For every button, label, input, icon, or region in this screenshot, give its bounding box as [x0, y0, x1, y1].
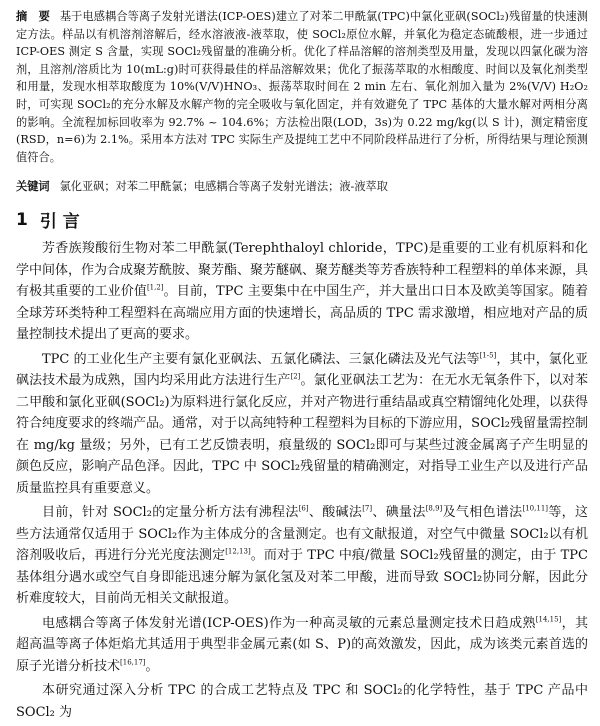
- keywords-label: 关键词: [16, 179, 50, 194]
- citation: [16,17]: [120, 658, 146, 667]
- paragraph-text: ，其超高温等离子体炬焰尤其适用于典型非金属元素(如 S、P)的高效激发，因此，成为该类元素首选的原子光谱分析技术: [16, 615, 588, 674]
- paragraph: [16, 613, 588, 678]
- body-text: [16, 238, 588, 723]
- paragraph: [16, 502, 588, 610]
- paragraph-text: 。氯化亚砜法工艺为：在无水无氧条件下，以对苯二甲酸和氯化亚砜(SOCl₂)为原料进行氯化反应，并对产物进行重结晶或真空精馏纯化处理，以获得符合纯度要求的终端产品。通常，对于以高纯特种工程塑料为目标的下游应用，SOCl₂残留量需控制在 mg/kg 量级；另外，已有工艺反馈表明，痕量级的 SOCl₂即可与某些过渡金属离子产生明显的颜色反应，影响产品色泽。因此，TPC 中 SOCl₂残留量的精确测定，对指导工业生产以及进行产品质量监控具有重要意义。: [16, 373, 588, 496]
- citation: [2]: [290, 373, 301, 382]
- citation: [1-5]: [479, 351, 497, 360]
- abstract-text: 基于电感耦合等离子发射光谱法(ICP-OES)建立了对苯二甲酰氯(TPC)中氯化亚砜(SOCl₂)残留量的快速测定方法。样品以有机溶剂溶解后，经水溶液液-液萃取，使 SOCl₂原位水解，并氧化为稳定态硫酸根，进一步通过 ICP-OES 测定 S 含量，实现 SOCl₂残留量的准确分析。优化了样品溶解的溶剂类型及用量，发现以四氯化碳为溶剂，且溶剂/溶质比为 10(mL:g)时可获得最佳的样品溶解效果；优化了振荡萃取的水相酸度、时间以及氧化剂类型和用量，发现水相萃取酸度为 10%(V/V)HNO₃、振荡萃取时间在 2 min 左右、氧化剂加入量为 2%(V/V) H₂O₂时，可实现 SOCl₂的充分水解及水解产物的完全吸收与氧化固定，并有效避免了 TPC 基体的大量水解对两相分离的影响。全流程加标回收率为 92.7% ~ 104.6%；方法检出限(LOD，3s)为 0.22 mg/kg(以 S 计)，测定精密度(RSD，n=6)为 2.1%。采用本方法对 TPC 实际生产及提纯工艺中不同阶段样品进行了分析，所得结果与理论预测值符合。: [16, 10, 588, 164]
- paragraph-text: TPC 的工业化生产主要有氯化亚砜法、五氯化磷法、三氯化磷法及光气法等: [42, 351, 480, 367]
- paragraph-text: 芳香族羧酸衍生物对苯二甲酰氯(Terephthaloyl chloride，TPC)是重要的工业有机原料和化学中间体，作为合成聚芳酰胺、聚芳酯、聚芳醚砜、聚芳醚类等芳香族特种工程塑料的单体来源，具有极其重要的工业价值: [16, 241, 589, 300]
- abstract: [16, 8, 588, 166]
- citation: [8,9]: [425, 505, 443, 514]
- citation: [1,2]: [146, 284, 164, 293]
- paragraph-text: 、碘量法: [372, 505, 426, 521]
- citation: [10,11]: [522, 505, 549, 514]
- abstract-label: 摘 要: [16, 9, 50, 23]
- paragraph-text: 及气相色谱法: [442, 505, 523, 521]
- paragraph-text: 、酸碱法: [308, 505, 363, 521]
- keyword: 氯化亚砜: [59, 180, 105, 194]
- paragraph: [16, 238, 588, 346]
- paragraph-text: 。: [145, 658, 159, 674]
- paragraph-text: 本研究通过深入分析 TPC 的合成工艺特点及 TPC 和 SOCl₂的化学特性，基于 TPC 产品中 SOCl₂ 为: [16, 683, 588, 720]
- keyword: ； 液-液萃取: [328, 180, 388, 193]
- keyword: ； 对苯二甲酰氯: [104, 180, 182, 193]
- paper-page: [16, 8, 588, 726]
- paragraph-text: 目前，针对 SOCl₂的定量分析方法有沸程法: [42, 505, 299, 521]
- citation: [7]: [362, 505, 373, 514]
- citation: [6]: [298, 505, 309, 514]
- paragraph-text: 等，这些方法通常仅适用于 SOCl₂作为主体成分的含量测定。也有文献报道，对空气中微量 SOCl₂以有机溶剂吸收后，再进行分光光度法测定: [16, 505, 588, 564]
- citation: [14,15]: [535, 615, 562, 624]
- section-number: 1: [16, 209, 28, 230]
- paragraph: [16, 680, 588, 723]
- paragraph-text: 电感耦合等离子体发射光谱(ICP-OES)作为一种高灵敏的元素总量测定技术日趋成熟: [42, 615, 536, 631]
- section-title: 引 言: [39, 212, 80, 233]
- paragraph: [16, 349, 588, 500]
- paragraph-text: 。目前，TPC 主要集中在中国生产，并大量出口日本及欧美等国家。随着全球芳环类特种工程塑料在高端应用方面的快速增长，高品质的 TPC 需求激增，相应地对产品的质量控制技术提出了更高的要求。: [16, 284, 588, 343]
- paragraph-text: ，其中，氯化亚砜法技术最为成熟，国内均采用此方法进行生产: [16, 351, 588, 389]
- section-heading: [16, 207, 588, 232]
- keywords: [16, 178, 588, 195]
- keyword: ； 电感耦合等离子发射光谱法: [183, 180, 328, 193]
- citation: [12,13]: [225, 548, 251, 557]
- paragraph-text: 。而对于 TPC 中痕/微量 SOCl₂残留量的测定，由于 TPC 基体组分遇水或空气自身即能迅速分解为氯化氢及对苯二甲酸，进而导致 SOCl₂协同分解，因此分析难度较大，目前尚无相关文献报道。: [16, 548, 588, 607]
